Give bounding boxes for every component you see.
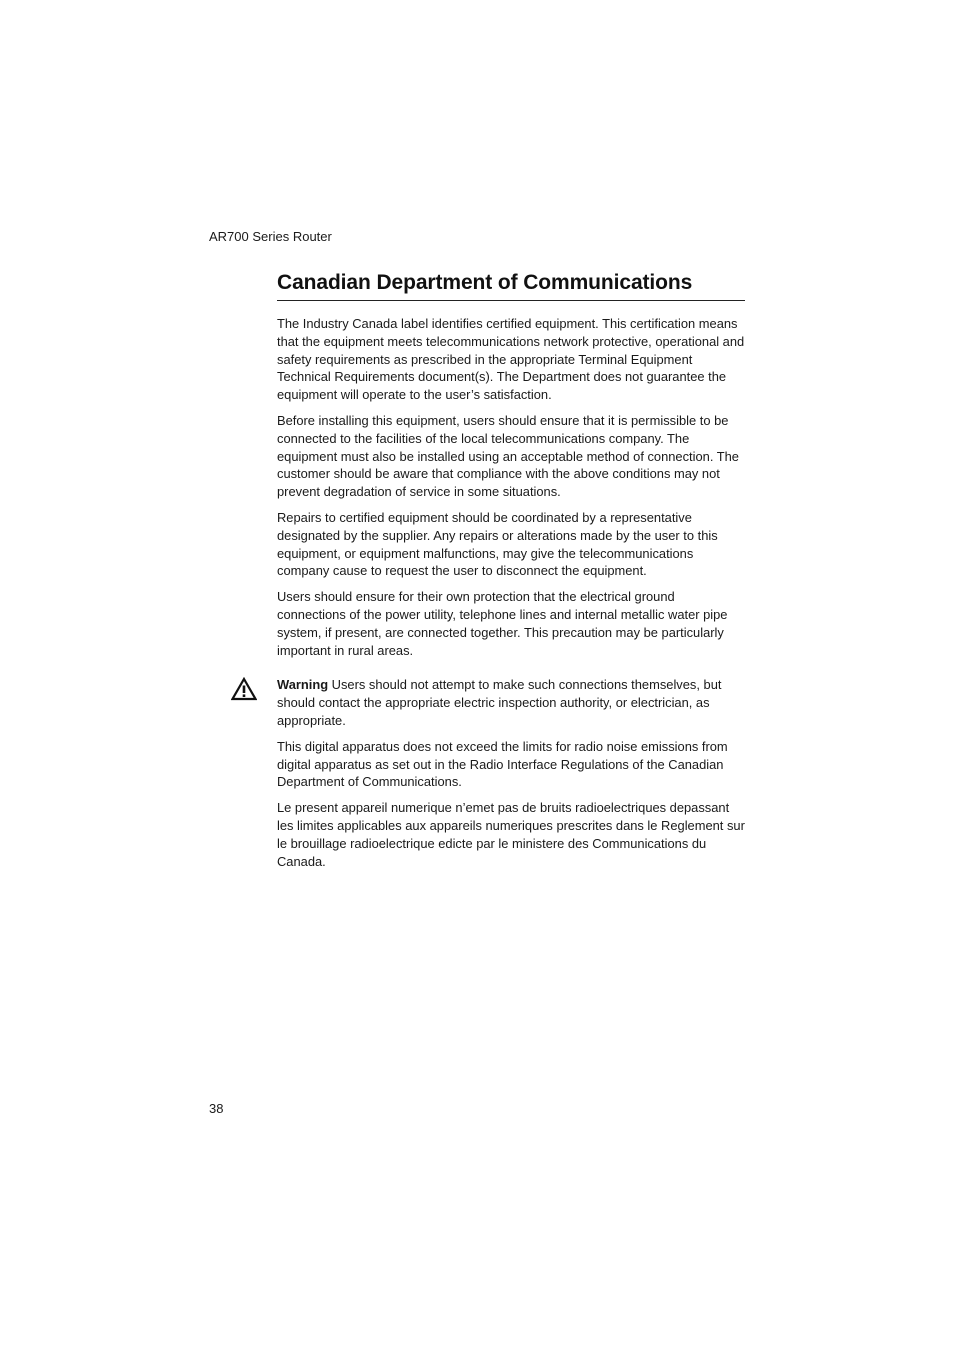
warning-triangle-icon	[231, 677, 257, 701]
paragraph-repairs: Repairs to certified equipment should be coordinated by a representative designated by the supplier. Any repairs or alterations made by the user to this equipment, or equipment malfunctions, may give the telecommunications company cause to request the user to disconnect the equipment.	[277, 509, 718, 579]
warning-text: Users should not attempt to make such connections themselves, but should contact the appropriate electric inspection authority, or electrician, as appropriate.	[277, 677, 722, 728]
paragraph-certification: The Industry Canada label identifies certified equipment. This certification means that the equipment meets telecommunications network protective, operational and safety requirements as prescribed in the appropriate Terminal Equipment Technical Requirements document(s). The Department does not guarantee the equipment will operate to the user’s satisfaction.	[277, 316, 745, 403]
paragraph-installation: Before installing this equipment, users should ensure that it is permissible to be connected to the facilities of the local telecommunications company. The equipment must also be installed using an acceptable method of connection. The customer should be aware that compliance with the above conditions may not prevent degradation of service in some situations.	[277, 412, 739, 500]
body-column	[277, 315, 747, 878]
running-header: AR700 Series Router	[209, 229, 332, 244]
section-title: Canadian Department of Communications	[277, 269, 745, 301]
page-number: 38	[209, 1101, 224, 1116]
warning-paragraph	[277, 676, 747, 729]
paragraph-radio-emissions: This digital apparatus does not exceed the limits for radio noise emissions from digital apparatus as set out in the Radio Interface Regulations of the Canadian Department of Communications.	[277, 738, 728, 790]
paragraph-french-notice: Le present appareil numerique n’emet pas de bruits radioelectriques depassant les limites applicables aux appareils numeriques prescrites dans le Reglement sur le brouillage radioelectrique edicte par le ministere des Communications du Canada.	[277, 800, 745, 869]
warning-label: Warning	[277, 677, 329, 693]
paragraph-grounding: Users should ensure for their own protection that the electrical ground connections of the power utility, telephone lines and internal metallic water pipe system, if present, are connected together. This precaution may be particularly important in rural areas.	[277, 589, 728, 658]
